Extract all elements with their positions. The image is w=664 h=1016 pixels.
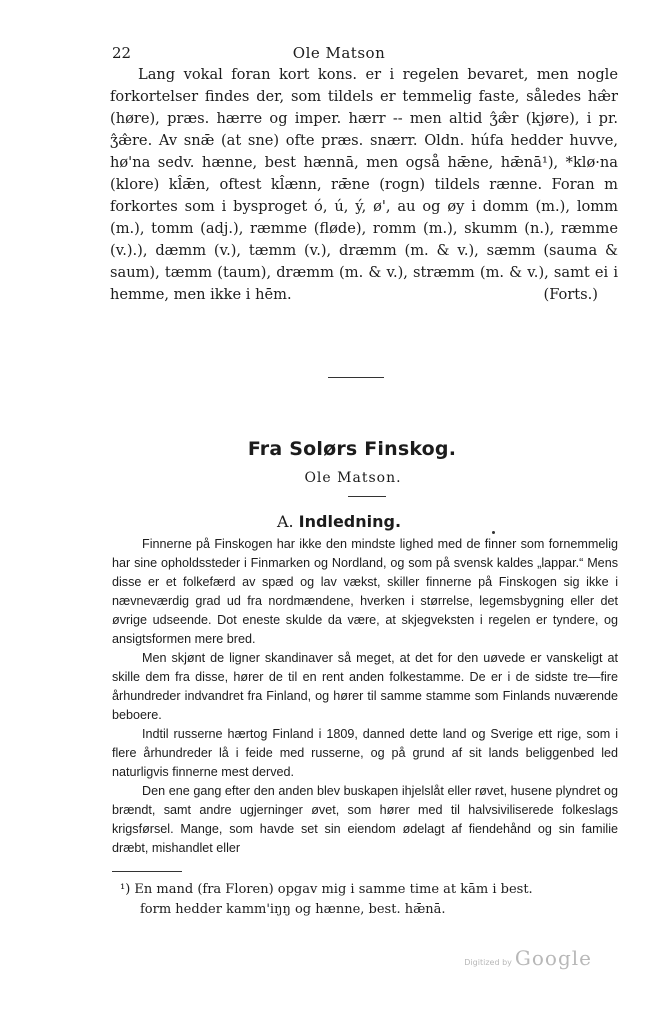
footnote-line: form hedder kamm'iŋŋ og hænne, best. hǣnā. (140, 902, 446, 917)
footnote-line: ¹) En mand (fra Floren) opgav mig i samme time at kām i best. (120, 882, 533, 897)
article-author: Ole Matson. (304, 470, 402, 486)
paragraph-text: Lang vokal foran kort kons. er i regelen bevaret, men nogle forkortelser findes der, som tildels er temmelig faste, således hæ̂r (høre), præs. hærre og imper. hærr -- men altid ʒ̂æ̂r (kjøre), i pr. ʒ̂æ̂re. Av snǣ (at sne) ofte præs. snærr. Oldn. húfa hedder huvve, hø'na sedv. hænne, best hænnā, men også hǣne, hǣnā¹), *klø·na (klore) kl̂ǣn, oftest kl̂ænn, rǣne (rogn) tildels rænne. Foran m forkortes som i bysproget ó, ú, ý, ø', au og øy i domm (m.), lomm (m.), tomm (adj.), ræmme (fløde), romm (m.), skumm (n.), ræmme (v.).), dæmm (v.), tæmm (v.), dræmm (m. & v.), sæmm (sauma & saum), tæmm (taum), dræmm (m. & v.), stræmm (m. & v.), samt ei i hemme, men ikke i hēm. (110, 66, 618, 303)
footnote (112, 880, 620, 920)
running-title: Ole Matson (292, 44, 386, 62)
section-heading (0, 512, 664, 531)
page-number: 22 (112, 44, 132, 62)
watermark-prefix: Digitized by (464, 958, 512, 967)
body-paragraph: Indtil russerne hærtog Finland i 1809, danned dette land og Sverige ett rige, som i flere århundreder lå i feide med russerne, og på grund af sit lands beliggenbed led naturligvis finnerne mest derved. (112, 727, 618, 779)
body-paragraph: Men skjønt de ligner skandinaver så meget, at det for den uøvede er vanskeligt at skille dem fra disse, hører de til en rent anden folkestamme. De er i de sidste tre—fire århundreder indvandret fra Finland, og hører til samme stamme som Finlands nuværende beboere. (112, 651, 618, 722)
section-title: Indledning. (298, 512, 402, 531)
section-divider (328, 377, 384, 378)
continued-paragraph (110, 64, 618, 306)
ink-speck (492, 531, 495, 534)
section-letter: A. (276, 512, 294, 531)
watermark-logo: Google (514, 946, 592, 970)
footnote-rule (112, 871, 182, 872)
body-paragraph: Den ene gang efter den anden blev buskapen ihjelslåt eller røvet, husene plyndret og brændt, samt andre ugjerninger øvet, som hører med til halvsiviliserede folkeslags krigsførsel. Mange, som havde set sin eiendom ødelagt af fiendehånd og sin familie dræbt, mishandlet eller (112, 784, 618, 855)
title-rule (348, 496, 386, 497)
body-paragraph: Finnerne på Finskogen har ikke den mindste lighed med de finner som fornemmelig har sine opholdssteder i Finmarken og Nordland, og som på svensk kaldes „lappar.“ Mens disse er et folkefærd av spæd og lav vækst, skiller finnerne på Finskogen sig ikke i nævneværdig grad ud fra nordmændene, hverken i størrelse, legemsbygning eller det øvrige udseende. Dot eneste skulde da være, at skjegveksten i regelen er tyndere, og ansigtsformen mere bred. (112, 537, 618, 646)
continued-note: (Forts.) (543, 286, 598, 303)
article-title: Fra Solørs Finskog. (247, 438, 457, 460)
article-body (112, 535, 618, 858)
digitized-watermark (464, 946, 592, 970)
